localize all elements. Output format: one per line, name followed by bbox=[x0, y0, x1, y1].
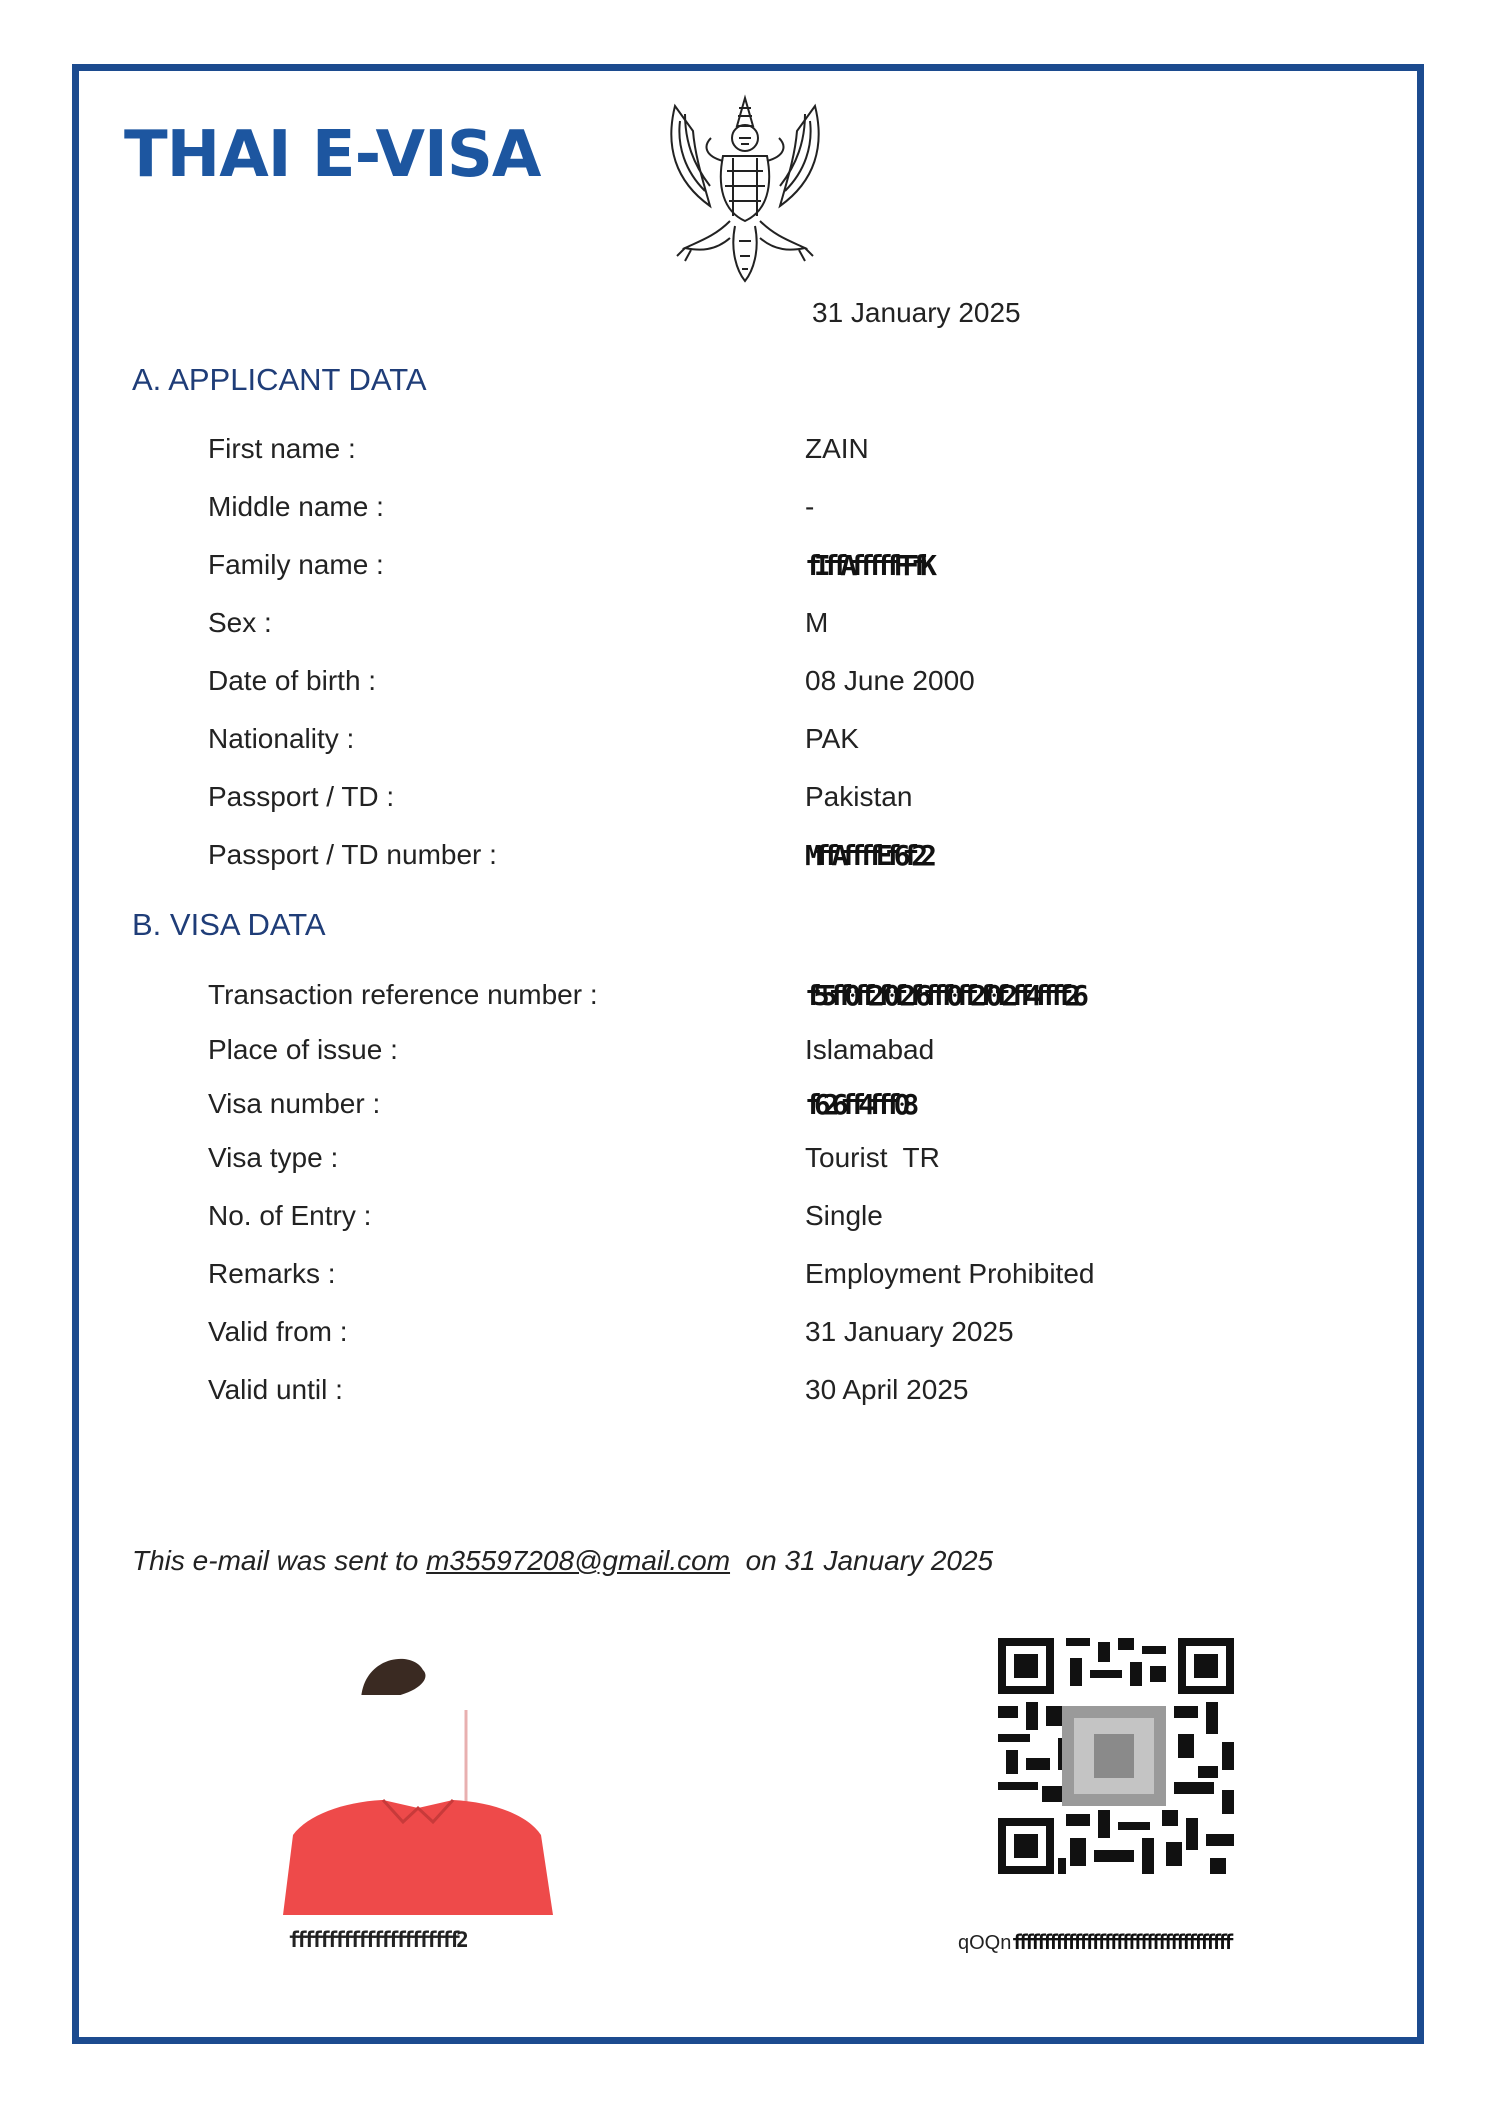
visa-number-value: f626ff4fff08 bbox=[805, 1088, 912, 1121]
family-name-value: fIffAfffffFFfK bbox=[805, 549, 930, 582]
valid-from-label: Valid from : bbox=[208, 1316, 348, 1347]
first-name-label: First name : bbox=[208, 433, 356, 464]
applicant-section-title: A. APPLICANT DATA bbox=[132, 362, 427, 397]
valid-until-value: 30 April 2025 bbox=[805, 1374, 969, 1405]
garuda-emblem-icon bbox=[655, 86, 835, 286]
visa-section-title: B. VISA DATA bbox=[132, 907, 326, 942]
place-of-issue-value: Islamabad bbox=[805, 1034, 935, 1065]
date-of-birth-value: 08 June 2000 bbox=[805, 665, 975, 696]
qr-caption-redacted: ffffffffffffffffffffffffffffffffffff bbox=[1011, 1930, 1229, 1954]
place-of-issue-label: Place of issue : bbox=[208, 1034, 398, 1065]
middle-name-label: Middle name : bbox=[208, 491, 384, 522]
email-link[interactable]: m35597208@gmail.com bbox=[426, 1545, 731, 1576]
passport-number-value: MffAffffEf6f22 bbox=[805, 839, 930, 872]
applicant-photo bbox=[283, 1650, 553, 1915]
family-name-label: Family name : bbox=[208, 549, 384, 580]
passport-td-label: Passport / TD : bbox=[208, 781, 395, 812]
transaction-reference-label: Transaction reference number : bbox=[208, 979, 598, 1010]
transaction-reference-value: f55ff0ff2f0f2f6fff0ff2f0f2ff4ffff26 bbox=[805, 979, 1081, 1012]
remarks-value: Employment Prohibited bbox=[805, 1258, 1095, 1289]
passport-td-value: Pakistan bbox=[805, 781, 913, 812]
email-notice-prefix: This e-mail was sent to bbox=[132, 1545, 419, 1576]
no-of-entry-label: No. of Entry : bbox=[208, 1200, 372, 1231]
qr-caption-prefix: qOQn bbox=[958, 1932, 1012, 1954]
valid-until-label: Valid until : bbox=[208, 1374, 343, 1405]
photo-caption: ffffffffffffffffffffff2 bbox=[288, 1928, 464, 1952]
issue-date: 31 January 2025 bbox=[812, 297, 1021, 328]
document-title: THAI E-VISA bbox=[124, 118, 541, 192]
middle-name-value: - bbox=[805, 491, 815, 522]
qr-caption bbox=[958, 1930, 1229, 1955]
visa-type-label: Visa type : bbox=[208, 1142, 339, 1173]
valid-from-value: 31 January 2025 bbox=[805, 1316, 1014, 1347]
sex-label: Sex : bbox=[208, 607, 272, 638]
remarks-label: Remarks : bbox=[208, 1258, 336, 1289]
visa-type-value: Tourist TR bbox=[805, 1142, 940, 1173]
email-notice-suffix: on 31 January 2025 bbox=[745, 1545, 994, 1576]
visa-number-label: Visa number : bbox=[208, 1088, 381, 1119]
email-notice bbox=[132, 1545, 993, 1577]
nationality-label: Nationality : bbox=[208, 723, 355, 754]
passport-number-label: Passport / TD number : bbox=[208, 839, 497, 870]
date-of-birth-label: Date of birth : bbox=[208, 665, 377, 696]
first-name-value: ZAIN bbox=[805, 433, 869, 464]
nationality-value: PAK bbox=[805, 723, 859, 754]
no-of-entry-value: Single bbox=[805, 1200, 883, 1231]
sex-value: M bbox=[805, 607, 829, 638]
qr-code-icon bbox=[998, 1638, 1234, 1874]
